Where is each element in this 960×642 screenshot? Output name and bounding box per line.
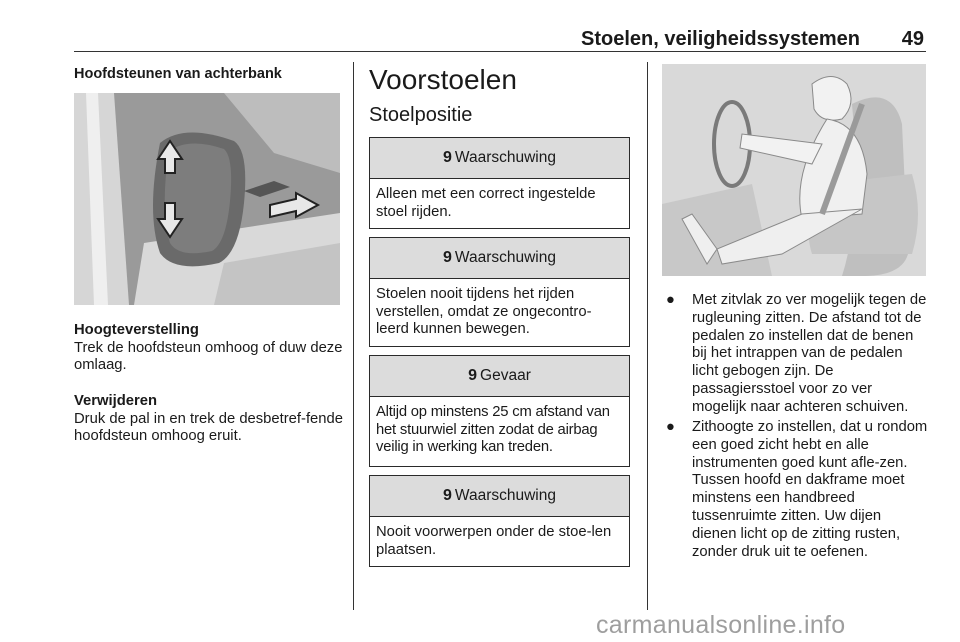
warning-icon: 9 bbox=[443, 487, 452, 504]
warning-box-text: Stoelen nooit tijdens het rijden verstellen, omdat ze ongecontro-leerd kunnen bewegen. bbox=[376, 286, 592, 337]
bullet-item bbox=[666, 292, 928, 417]
warning-box bbox=[369, 237, 630, 347]
height-adjust-title: Hoogteverstelling bbox=[74, 322, 199, 338]
bullet-item bbox=[666, 419, 928, 561]
bullet-dot-icon: ● bbox=[666, 292, 675, 308]
headrest-heading: Hoofdsteunen van achterbank bbox=[74, 66, 282, 82]
warning-box bbox=[369, 137, 630, 229]
height-adjust-paragraph bbox=[74, 322, 344, 375]
bullet-text: Met zitvlak zo ver mogelijk tegen de rugleuning zitten. De afstand tot de pedalen zo instellen dat de benen bij het intrappen van de pedalen licht gebogen zijn. De passagiersstoel voor zo ver mogelijk naar achteren schuiven. bbox=[692, 292, 927, 415]
watermark: carmanualsonline.info bbox=[596, 611, 846, 639]
warning-box-title: Waarschuwing bbox=[454, 249, 556, 266]
warning-box-text: Nooit voorwerpen onder de stoe-len plaatsen. bbox=[376, 524, 612, 558]
danger-box bbox=[369, 355, 630, 467]
warning-box-title: Waarschuwing bbox=[454, 149, 556, 166]
bullet-dot-icon: ● bbox=[666, 419, 675, 435]
column-divider-left bbox=[353, 62, 354, 610]
warning-box bbox=[369, 475, 630, 567]
danger-box-header bbox=[370, 356, 629, 397]
height-adjust-text: Trek de hoofdsteun omhoog of duw deze omlaag. bbox=[74, 339, 343, 373]
danger-box-title: Gevaar bbox=[480, 367, 531, 384]
warning-box-title: Waarschuwing bbox=[454, 487, 556, 504]
warning-box-header bbox=[370, 138, 629, 179]
warning-icon: 9 bbox=[468, 367, 478, 384]
seating-position-illustration bbox=[662, 64, 926, 276]
bullet-text: Zithoogte zo instellen, dat u rondom een goed zicht hebt en alle instrumenten goed kunt afle-zen. Tussen hoofd en dakframe moet minstens een handbreed tussenruimte zitten. Uw dijen dienen licht op de zitting rusten, zonder druk uit te oefenen. bbox=[692, 419, 928, 560]
danger-box-text: Altijd op minstens 25 cm afstand van het stuurwiel zitten zodat de airbag veilig in werking kan treden. bbox=[376, 404, 610, 455]
warning-icon: 9 bbox=[443, 149, 452, 166]
subsection-title: Stoelpositie bbox=[369, 104, 473, 126]
header-rule bbox=[74, 51, 926, 52]
section-title: Voorstoelen bbox=[369, 64, 517, 95]
remove-text: Druk de pal in en trek de desbetref-fende hoofdsteun omhoog eruit. bbox=[74, 410, 343, 444]
remove-title: Verwijderen bbox=[74, 393, 158, 409]
page-header-title: Stoelen, veiligheidssystemen bbox=[581, 28, 860, 50]
warning-box-header bbox=[370, 238, 629, 279]
column-divider-right bbox=[647, 62, 648, 610]
page-number: 49 bbox=[901, 28, 924, 50]
warning-box-text: Alleen met een correct ingestelde stoel rijden. bbox=[376, 186, 596, 220]
warning-box-header bbox=[370, 476, 629, 517]
warning-icon: 9 bbox=[443, 249, 452, 266]
headrest-illustration bbox=[74, 93, 340, 305]
remove-paragraph bbox=[74, 393, 344, 446]
